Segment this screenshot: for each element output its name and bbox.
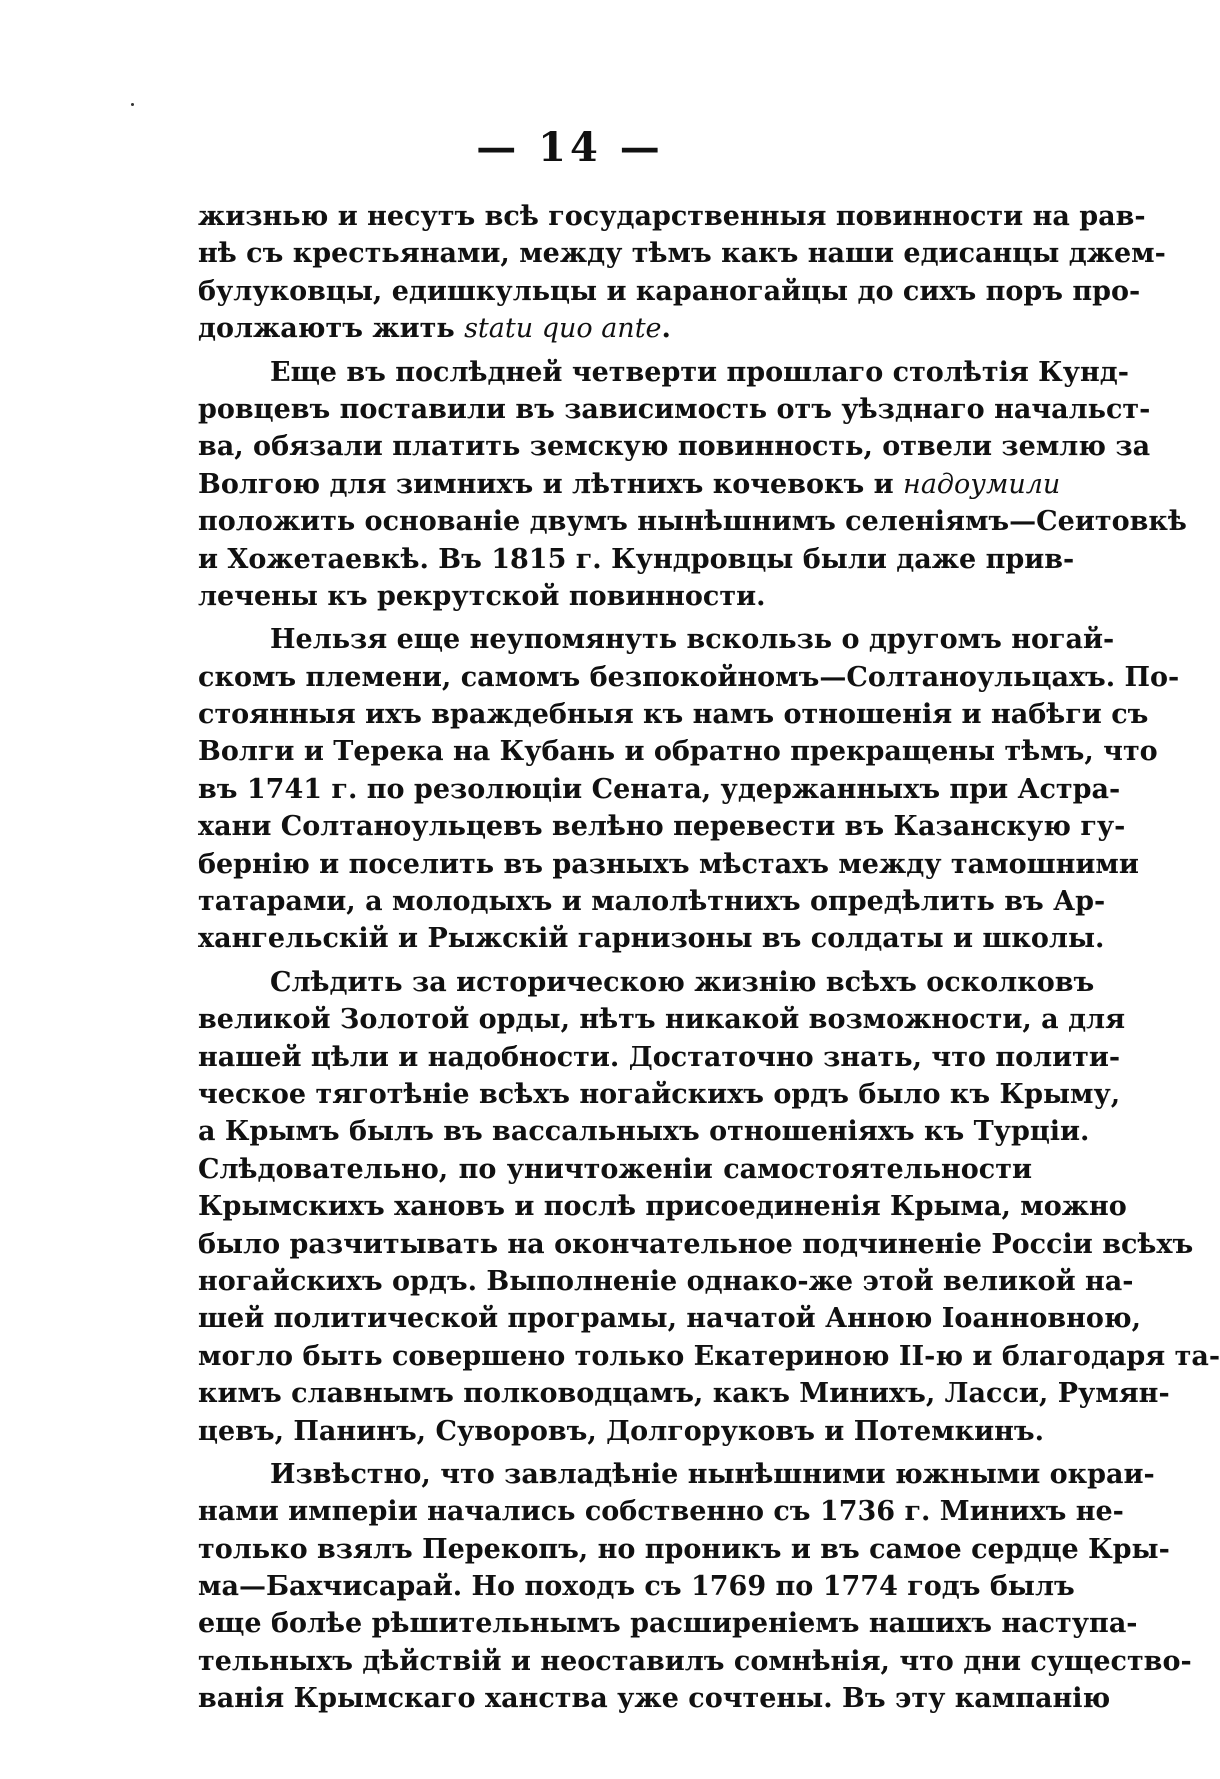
text-line: нѣ съ крестьянами, между тѣмъ какъ наши едисанцы джем- bbox=[198, 238, 1166, 270]
paragraph-first-line: Слѣдить за историческою жизнію всѣхъ осколковъ bbox=[270, 966, 1095, 998]
text-line: ровцевъ поставили въ зависимость отъ уѣзднаго начальст- bbox=[198, 393, 1151, 425]
text-line bbox=[198, 310, 1032, 347]
paragraph-first-line: Нельзя еще неупомянуть вскользь о другомъ ногай- bbox=[270, 624, 1115, 656]
text-line: татарами, а молодыхъ и малолѣтнихъ опредѣлить въ Ар- bbox=[198, 886, 1106, 918]
text-line: а Крымъ былъ въ вассальныхъ отношеніяхъ къ Турціи. bbox=[198, 1116, 1090, 1148]
text-line: ва, обязали платить земскую повинность, отвели землю за bbox=[198, 431, 1151, 463]
text-line: хангельскій и Рыжскій гарнизоны въ солдаты и школы. bbox=[198, 923, 1105, 955]
text-line: шей политической програмы, начатой Анною Іоанновною, bbox=[198, 1303, 1141, 1335]
print-speck bbox=[131, 103, 134, 106]
text-line: ма—Бахчисарай. Но походъ съ 1769 по 1774 годъ былъ bbox=[198, 1571, 1075, 1603]
text-line: нами имперіи начались собственно съ 1736 г. Минихъ не- bbox=[198, 1496, 1124, 1528]
paragraph-first-line: Извѣстно, что завладѣніе нынѣшними южными окраи- bbox=[270, 1458, 1155, 1490]
italic-word: надоумили bbox=[903, 468, 1061, 500]
text-line: ванія Крымскаго ханства уже сочтены. Въ эту кампанію bbox=[198, 1683, 1111, 1715]
text-line: еще болѣе рѣшительнымъ расширеніемъ нашихъ наступа- bbox=[198, 1608, 1138, 1640]
latin-phrase: statu quo ante bbox=[464, 313, 662, 345]
text-line: и Хожетаевкѣ. Въ 1815 г. Кундровцы были даже прив- bbox=[198, 543, 1075, 575]
text-line: ногайскихъ ордъ. Выполненіе однако-же этой великой на- bbox=[198, 1265, 1134, 1297]
text-line: Волги и Терека на Кубань и обратно прекращены тѣмъ, что bbox=[198, 736, 1158, 768]
text-line: кимъ славнымъ полководцамъ, какъ Минихъ, Ласси, Румян- bbox=[198, 1378, 1170, 1410]
text-line: стоянныя ихъ враждебныя къ намъ отношенія и набѣги съ bbox=[198, 699, 1149, 731]
text-line: цевъ, Панинъ, Суворовъ, Долгоруковъ и Потемкинъ. bbox=[198, 1415, 1044, 1447]
text-line: великой Золотой орды, нѣтъ никакой возможности, а для bbox=[198, 1004, 1126, 1036]
text-line: только взялъ Перекопъ, но проникъ и въ самое сердце Кры- bbox=[198, 1533, 1170, 1565]
text-line: скомъ племени, самомъ безпокойномъ—Солтаноульцахъ. По- bbox=[198, 661, 1180, 693]
text-run: должаютъ жить bbox=[198, 313, 465, 345]
text-line: было разчитывать на окончательное подчиненіе Россіи всѣхъ bbox=[198, 1228, 1194, 1260]
text-line: лечены къ рекрутской повинности. bbox=[198, 580, 766, 612]
text-line: булуковцы, едишкульцы и караногайцы до сихъ поръ про- bbox=[198, 275, 1141, 307]
text-line: хани Солтаноульцевъ велѣно перевести въ Казанскую гу- bbox=[198, 811, 1126, 843]
text-line bbox=[198, 466, 1061, 503]
text-line: жизнью и несутъ всѣ государственныя повинности на рав- bbox=[198, 201, 1146, 232]
text-line: положить основаніе двумъ нынѣшнимъ селеніямъ—Сеитовкѣ bbox=[198, 506, 1187, 538]
text-line: могло быть совершено только Екатериною II-ю и благодаря та- bbox=[198, 1340, 1220, 1372]
page-number: — 14 — bbox=[476, 124, 664, 171]
text-run: Волгою для зимнихъ и лѣтнихъ кочевокъ и bbox=[198, 468, 904, 500]
text-line: въ 1741 г. по резолюціи Сената, удержанныхъ при Астра- bbox=[198, 773, 1121, 805]
text-line: бернію и поселить въ разныхъ мѣстахъ между тамошними bbox=[198, 848, 1139, 880]
body-text bbox=[198, 198, 1220, 1718]
text-line: тельныхъ дѣйствій и неоставилъ сомнѣнія, что дни существо- bbox=[198, 1645, 1192, 1677]
text-line: Крымскихъ хановъ и послѣ присоединенія Крыма, можно bbox=[198, 1191, 1127, 1223]
text-line: Слѣдовательно, по уничтоженіи самостоятельности bbox=[198, 1153, 1032, 1185]
paragraph-first-line: Еще въ послѣдней четверти прошлаго столѣтія Кунд- bbox=[270, 356, 1129, 388]
period: . bbox=[661, 313, 671, 345]
text-line: ческое тяготѣніе всѣхъ ногайскихъ ордъ было къ Крыму, bbox=[198, 1078, 1121, 1110]
text-line: нашей цѣли и надобности. Достаточно знать, что полити- bbox=[198, 1041, 1121, 1073]
